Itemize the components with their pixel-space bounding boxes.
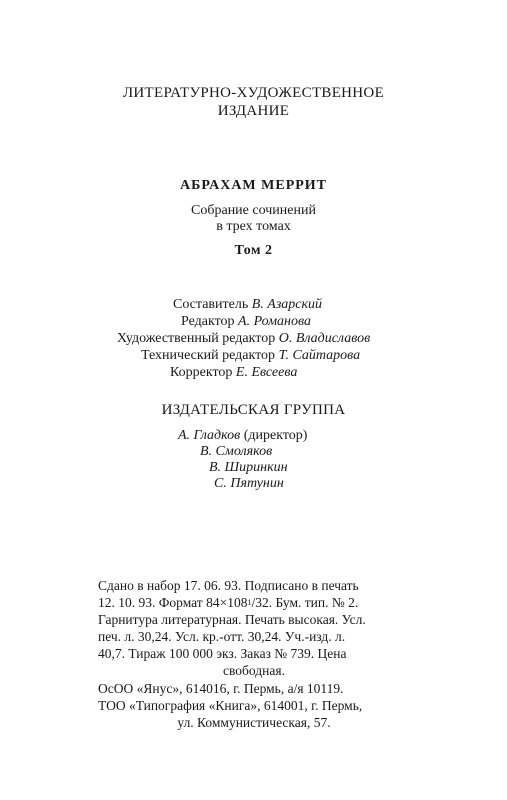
imprint-line <box>98 680 410 697</box>
credit-role: Составитель <box>173 297 249 312</box>
imprint-text: Гарнитура литературная. Печать высокая. Усл. <box>98 612 366 627</box>
collection-title: Собрание сочинений <box>191 203 316 218</box>
imprint-line <box>98 645 410 662</box>
credit-name: А. Романова <box>238 314 311 329</box>
imprint-text: Бум. тип. № 2. <box>272 595 359 610</box>
imprint-text: 12. 10. 93. Формат 84×108 <box>98 595 248 610</box>
member-name: С. Пятунин <box>214 476 284 491</box>
imprint-text: 40,7. Тираж 100 000 экз. Заказ № 739. Цена <box>98 646 347 661</box>
credit-name: Т. Сайтарова <box>278 348 361 363</box>
group-member <box>214 476 507 492</box>
group-member <box>200 444 507 460</box>
member-note: (директор) <box>243 428 308 443</box>
credit-role: Редактор <box>181 314 235 329</box>
credit-tech-editor <box>141 348 507 364</box>
credit-compiler <box>173 297 507 313</box>
group-member <box>178 428 507 444</box>
collection-subtitle: в трех томах <box>216 219 291 234</box>
imprint-line <box>98 611 410 628</box>
format-denominator: /32. <box>251 595 273 610</box>
credit-role: Корректор <box>170 365 233 380</box>
author-name: АБРАХАМ МЕРРИТ <box>179 178 328 193</box>
credit-proofreader <box>170 365 507 381</box>
imprint-text: Сдано в набор 17. 06. 93. Подписано в печать <box>98 578 359 593</box>
imprint-line <box>98 594 410 611</box>
credit-name: О. Владиславов <box>278 331 371 346</box>
format-superscript: 1 <box>247 598 252 607</box>
imprint-line <box>98 628 410 645</box>
imprint-line <box>98 577 410 594</box>
imprint-text: печ. л. 30,24. Усл. кр.-отт. 30,24. Уч.-изд. л. <box>98 629 346 644</box>
imprint-print-details <box>98 577 410 679</box>
group-member <box>209 460 507 476</box>
member-name: А. Гладков <box>178 428 241 443</box>
printer-address: ТОО «Типография «Книга», 614001, г. Пермь, <box>98 698 363 713</box>
publishing-group-title: ИЗДАТЕЛЬСКАЯ ГРУППА <box>161 402 346 418</box>
credit-role: Технический редактор <box>141 348 276 363</box>
credit-name: В. Азарский <box>251 297 323 312</box>
imprint-line: свободная. <box>223 663 285 678</box>
publisher-address: ОсОО «Янус», 614016, г. Пермь, а/я 10119. <box>98 681 344 696</box>
credit-name: Е. Евсеева <box>235 365 298 380</box>
edition-type-line1: ЛИТЕРАТУРНО-ХУДОЖЕСТВЕННОЕ <box>122 85 385 101</box>
credit-editor <box>181 314 507 330</box>
member-name: В. Смоляков <box>200 444 273 459</box>
credit-art-editor <box>117 331 507 347</box>
volume-number: Том 2 <box>234 243 273 258</box>
imprint-line: ул. Коммунистическая, 57. <box>177 715 331 730</box>
edition-type-line2: ИЗДАНИЕ <box>217 103 290 119</box>
imprint-line <box>98 697 410 714</box>
imprint-publisher-details <box>98 680 410 731</box>
member-name: В. Ширинкин <box>209 460 288 475</box>
credit-role: Художественный редактор <box>117 331 276 346</box>
